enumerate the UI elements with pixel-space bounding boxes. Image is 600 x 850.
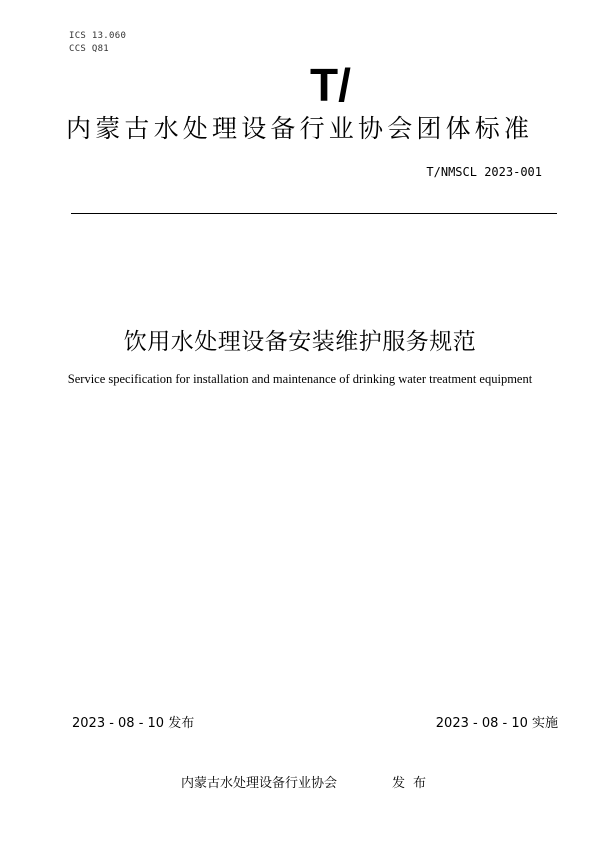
issue-label: 发布 (392, 776, 435, 791)
header-divider (71, 213, 557, 214)
publish-date: 2023 - 08 - 10 发布 (72, 716, 195, 731)
implementation-date: 2023 - 08 - 10 实施 (435, 716, 558, 731)
issuing-organization: 内蒙古水处理设备行业协会 (181, 776, 338, 791)
organization-standard-title: 内蒙古水处理设备行业协会团体标准 (66, 114, 534, 143)
ics-code: ICS 13.060 (69, 31, 127, 41)
chinese-title: 饮用水处理设备安装维护服务规范 (123, 329, 477, 355)
english-title: Service specification for installation and maintenance of drinking water treatment equipment (67, 372, 533, 386)
ccs-code: CCS Q81 (69, 44, 110, 54)
group-standard-logo: T/ (310, 59, 351, 111)
standard-number: T/NMSCL 2023-001 (426, 165, 542, 179)
